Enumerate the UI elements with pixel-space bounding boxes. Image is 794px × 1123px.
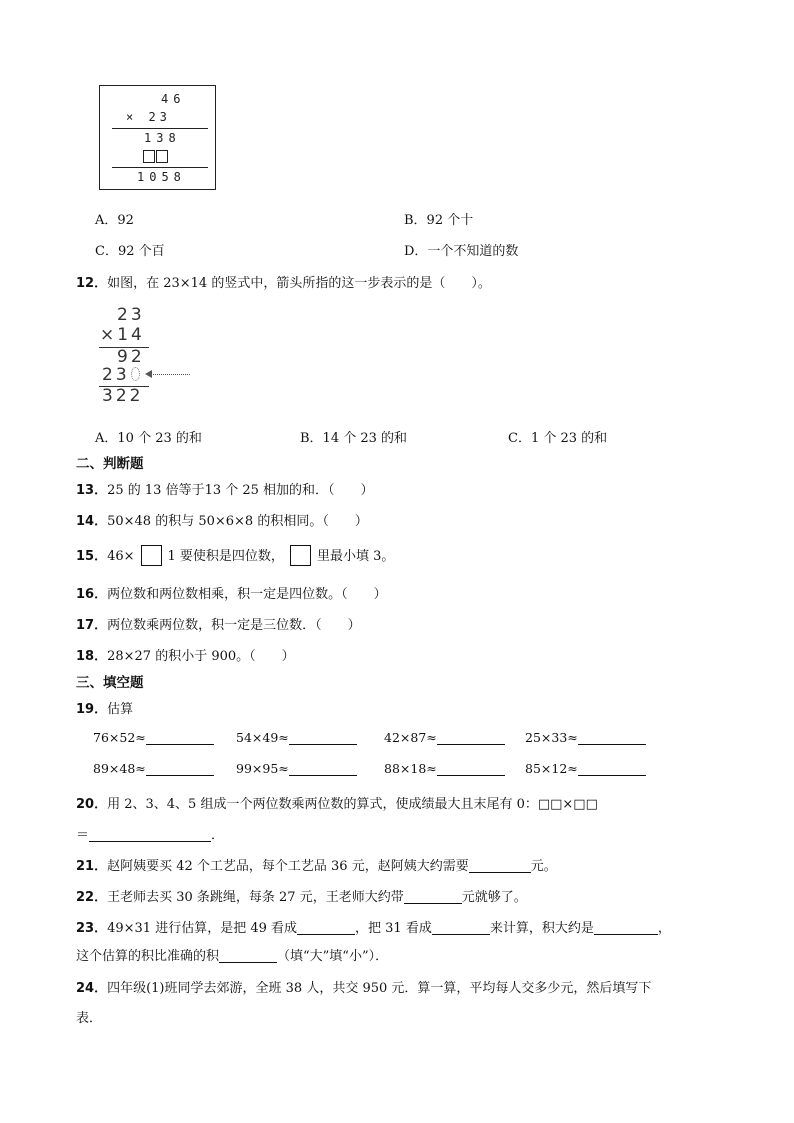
question-number: 24． [76, 981, 108, 996]
question-number: 16． [76, 587, 108, 602]
estimate-item: 42×87≈ [384, 730, 505, 745]
question-number: 22． [76, 890, 108, 905]
question-12 [76, 272, 491, 291]
q12-option-a[interactable]: A．10 个 23 的和 [95, 431, 202, 446]
q11-option-a[interactable]: A．92 [95, 213, 134, 228]
question-number: 19． [76, 702, 108, 717]
fig-row-multiplier: × 23 [126, 110, 171, 124]
fig-row-partial-2: 23 [102, 365, 140, 385]
question-17 [76, 614, 361, 633]
fig-row-partial-product: 138 [144, 131, 181, 145]
question-21: 21．赵阿姨要买 42 个工艺品，每个工艺品 36 元，赵阿姨大约需要 元。 [76, 859, 557, 874]
question-24-line-2: 表． [76, 1011, 103, 1026]
unknown-digit-box [143, 150, 155, 163]
answer-blank[interactable] [578, 731, 646, 745]
answer-box[interactable] [141, 545, 162, 566]
question-text: 25 的 13 倍等于13 个 25 相加的和．（ ） [107, 483, 374, 498]
question-23-line-2: 这个估算的积比准确的积 （填“大”填“小”）． [76, 949, 389, 964]
question-number: 14． [76, 514, 108, 529]
q11-option-d[interactable]: D．一个不知道的数 [404, 244, 519, 259]
q12-option-b[interactable]: B．14 个 23 的和 [300, 431, 408, 446]
answer-blank[interactable] [289, 731, 357, 745]
estimate-item: 88×18≈ [384, 761, 505, 776]
question-24 [76, 977, 651, 996]
question-number: 18． [76, 649, 108, 664]
question-number: 15． [76, 549, 108, 564]
fig-row-multiplicand: 46 [161, 92, 186, 106]
question-text: 估算 [107, 702, 134, 717]
question-number: 12． [76, 276, 108, 291]
question-text: 50×48 的积与 50×6×8 的积相同。（ ） [107, 514, 368, 529]
answer-blank[interactable] [469, 859, 531, 873]
question-text: 两位数和两位数相乘，积一定是四位数。（ ） [107, 587, 387, 602]
placeholder-zero [131, 367, 140, 381]
question-19 [76, 698, 133, 717]
section-heading-judgement: 二、判断题 [76, 456, 144, 472]
unknown-digit-box [156, 150, 168, 163]
fig-row-multiplicand: 23 [117, 305, 145, 325]
estimate-item: 76×52≈ [93, 730, 214, 745]
question-number: 23． [76, 921, 108, 936]
question-text-part: 里最小填 3。 [316, 549, 395, 564]
fig-line [112, 167, 208, 168]
arrow-left-icon [150, 374, 190, 375]
answer-blank[interactable] [297, 921, 355, 935]
fig-row-product: 322 [102, 386, 144, 406]
answer-blank[interactable] [404, 890, 462, 904]
answer-blank[interactable] [89, 828, 211, 842]
q11-option-c[interactable]: C．92 个百 [95, 244, 165, 259]
section-heading-fill-in: 三、填空题 [76, 675, 144, 691]
question-20 [76, 793, 598, 812]
question-text: 两位数乘两位数，积一定是三位数．（ ） [107, 618, 361, 633]
question-number: 17． [76, 618, 108, 633]
answer-blank[interactable] [578, 762, 646, 776]
fig-row-partial-1: 92 [117, 347, 145, 367]
question-text: 四年级(1)班同学去郊游，全班 38 人，共交 950 元．算一算，平均每人交多少元，然后填写下 [107, 981, 652, 996]
answer-blank[interactable] [146, 762, 214, 776]
answer-blank[interactable] [219, 949, 277, 963]
question-number: 13． [76, 483, 108, 498]
answer-blank[interactable] [432, 921, 490, 935]
question-text: 用 2、3、4、5 组成一个两位数乘两位数的算式，使成绩最大且末尾有 0：□□×□□ [107, 797, 598, 812]
estimate-item: 54×49≈ [236, 730, 357, 745]
question-number: 20． [76, 797, 108, 812]
question-14 [76, 510, 368, 529]
fig-row-multiplier: ×14 [100, 325, 145, 345]
question-22: 22．王老师去买 30 条跳绳，每条 27 元，王老师大约带 元就够了。 [76, 890, 527, 905]
vertical-multiplication-figure-46x23 [99, 85, 216, 190]
answer-blank[interactable] [437, 731, 505, 745]
fig-row-unknown-boxes [143, 150, 169, 166]
answer-blank[interactable] [289, 762, 357, 776]
question-13 [76, 479, 374, 498]
question-text: 如图，在 23×14 的竖式中，箭头所指的这一步表示的是（ ）。 [107, 276, 491, 291]
estimate-item: 99×95≈ [236, 761, 357, 776]
question-number: 21． [76, 859, 108, 874]
estimate-item: 89×48≈ [93, 761, 214, 776]
question-text: 28×27 的积小于 900。（ ） [107, 649, 295, 664]
fig-line [112, 128, 208, 129]
answer-blank[interactable] [146, 731, 214, 745]
question-15 [76, 545, 394, 566]
q12-option-c[interactable]: C．1 个 23 的和 [508, 431, 608, 446]
question-18 [76, 645, 295, 664]
answer-box[interactable] [290, 545, 311, 566]
question-20-answer-line: ＝ ． [76, 828, 225, 843]
vertical-multiplication-figure-23x14 [97, 305, 197, 405]
fig-row-product: 1058 [137, 170, 186, 184]
q11-option-b[interactable]: B．92 个十 [404, 213, 474, 228]
question-text-part: 46× [107, 549, 135, 564]
estimate-item: 85×12≈ [525, 761, 646, 776]
estimate-item: 25×33≈ [525, 730, 646, 745]
answer-blank[interactable] [437, 762, 505, 776]
question-23: 23．49×31 进行估算，是把 49 看成 ，把 31 看成 来计算，积大约是 ， [76, 921, 671, 936]
question-16 [76, 583, 387, 602]
answer-blank[interactable] [594, 921, 658, 935]
question-text-part: 1 要使积是四位数， [167, 549, 284, 564]
